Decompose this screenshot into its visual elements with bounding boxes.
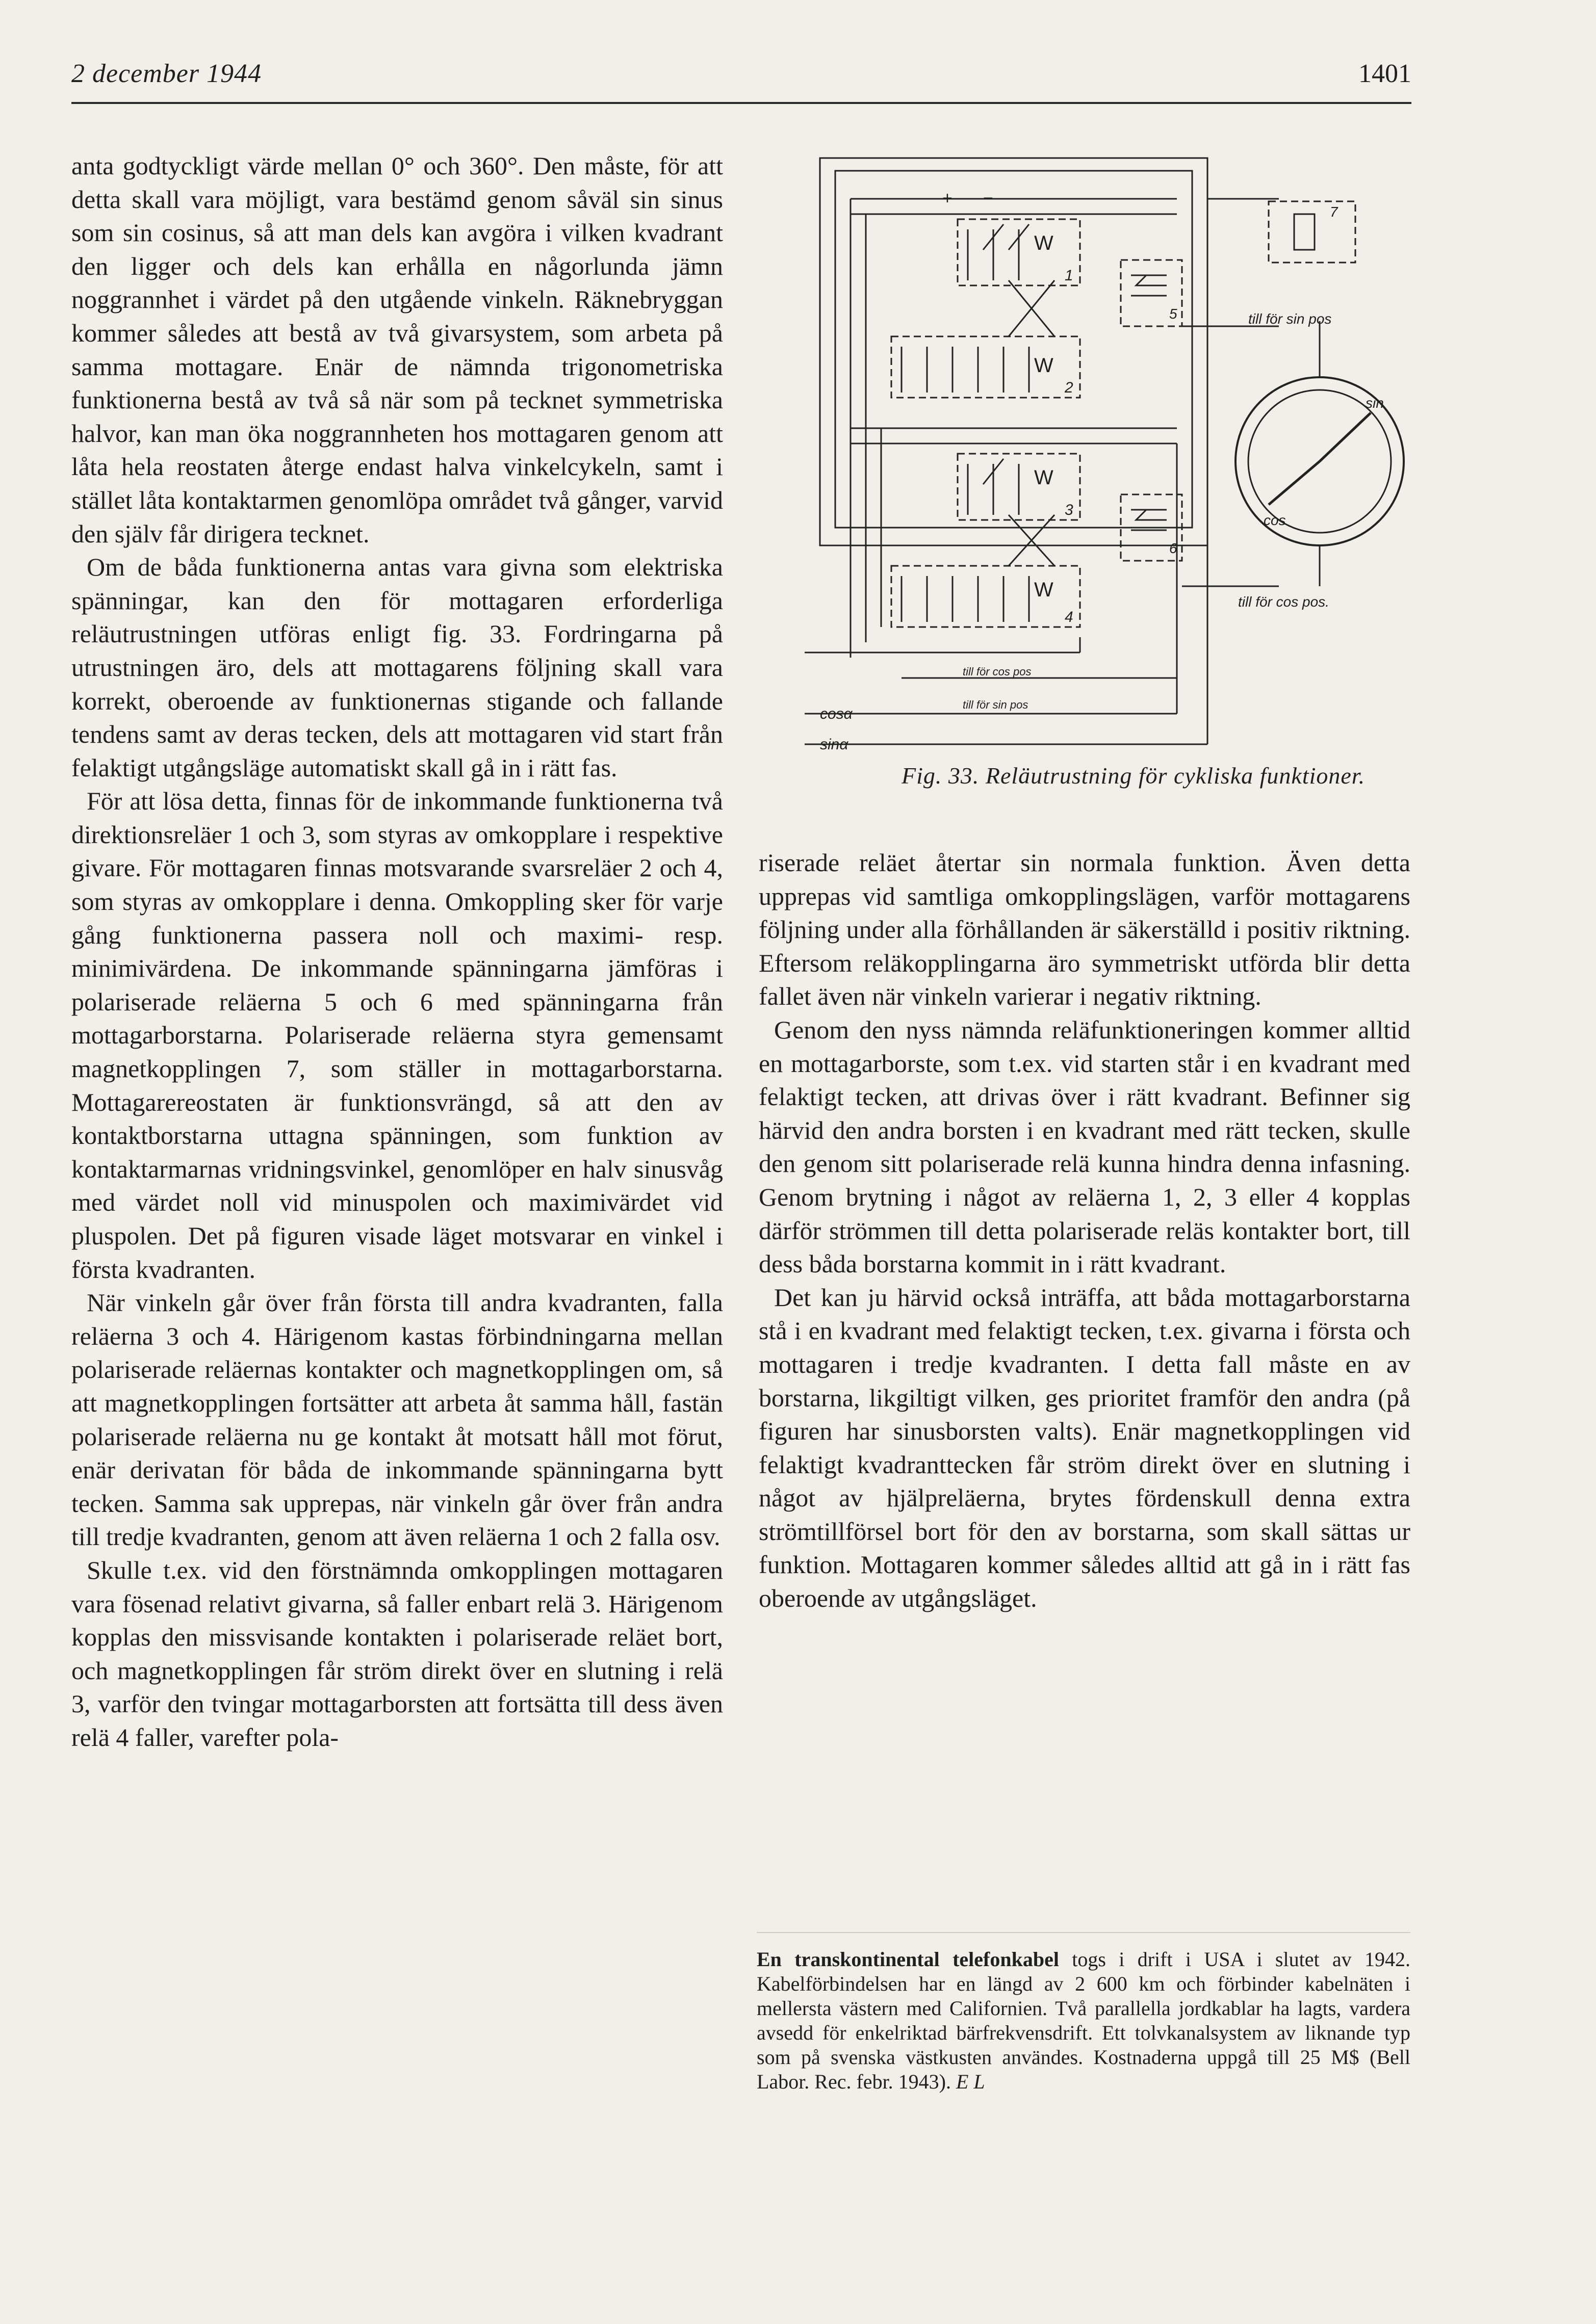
paragraph: riserade reläet återtar sin normala funktion. Även detta upprepas vid samtliga omkopplingslägen, varför mottagarens följning under alla förhållanden är säkerställd i positiv riktning. Eftersom reläkopplingarna äro symmetriskt utförda blir detta fallet även när vinkeln varierar i negativ riktning. <box>759 848 1410 1011</box>
page-number: 1401 <box>1358 59 1411 88</box>
figure-caption: Fig. 33. Reläutrustning för cykliska funktioner. <box>902 763 1366 789</box>
w-label: W <box>1034 354 1053 377</box>
circuit-diagram <box>789 148 1409 760</box>
w-label: W <box>1034 232 1053 254</box>
relay-number: 7 <box>1330 204 1338 220</box>
news-note <box>757 1947 1410 2094</box>
header-rule <box>71 102 1411 104</box>
diagram-frame <box>820 158 1207 545</box>
relay-number: 1 <box>1065 267 1073 284</box>
label-till-cos-pos-small: till för cos pos <box>963 665 1032 678</box>
output-wires <box>1182 326 1279 586</box>
label-till-sin-pos: till för sin pos <box>1248 311 1332 327</box>
relay-circuit-figure <box>789 148 1409 760</box>
paragraph: Genom den nyss nämnda reläfunktioneringen kommer alltid en mottagarborste, som t.ex. vid starten står i en kvadrant med felaktigt tecken, att drivas över i rätt kvadrant. Befinner sig härvid den andra borsten i en kvadrant med rätt tecken, skulle den genom sitt polariserade relä kunna hindra denna infasning. Genom brytning i något av reläerna 1, 2, 3 eller 4 kopplas därför strömmen till detta polariserade reläs kontakter bort, till dess båda borstarna kommit in i rätt kvadrant. <box>759 1015 1410 1278</box>
relay-number: 3 <box>1065 502 1073 518</box>
note-signature: E L <box>956 2070 985 2093</box>
header-date: 2 december 1944 <box>71 59 262 88</box>
relay-number: 6 <box>1169 540 1177 556</box>
paragraph: För att lösa detta, finnas för de inkommande funktionerna två direktionsreläer 1 och 3, som styras av omkopplare i respektive givare. För mottagaren finnas motsvarande svarsreläer 2 och 4, som styras av omkopplare i denna. Omkoppling sker för varje gång funktionerna passera noll och maximi- resp. minimivärdena. De inkommande spänningarna jämföras i polariserade reläerna 5 och 6 med spänningarna från mottagarborstarna. Polariserade reläerna styra gemensamt magnetkopplingen 7, som ställer in mottagarborstarna. Mottagarereostaten är funktionsvrängd, så att den av kontaktborstarna uttagna spänningen, som funktion av kontaktarmarnas vridningsvinkel, genomlöper en halv sinusvåg med värdet noll vid minuspolen och maximivärdet vid pluspolen. Det på figuren visade läget motsvarar en vinkel i första kvadranten. <box>71 787 723 1284</box>
paragraph: Skulle t.ex. vid den förstnämnda omkopplingen mottagaren vara fösenad relativt givarna, så faller enbart relä 3. Härigenom kopplas den missvisande kontakten i polariserade reläet bort, och magnetkopplingen får ström direkt över en slutning i relä 3, varför den tvingar mottagarborsten att fortsätta till dess även relä 4 faller, varefter pola- <box>71 1555 723 1752</box>
paragraph: Om de båda funktionerna antas vara givna som elektriska spänningar, kan den för mottagaren erforderliga reläutrustningen utföras enligt fig. 33. Fordringarna på utrustningen äro, dels att mottagarens följning skall vara korrekt, oberoende av funktionernas stigande och fallande tendens samt av deras tecken, dels att mottagaren vid start från felaktigt utgångsläge automatiskt skall gå in i rätt fas. <box>71 553 723 782</box>
right-column <box>759 846 1410 1615</box>
relay-contacts-1 <box>968 224 1029 280</box>
relay-contacts-2 <box>902 347 1029 393</box>
note-title: En transkontinental telefonkabel <box>757 1948 1059 1971</box>
paragraph: anta godtyckligt värde mellan 0° och 360°. Den måste, för att detta skall vara möjligt, vara bestämd genom såväl sin sinus som sin cosinus, så att man dels kan avgöra i vilken kvadrant den ligger och dels kan erhålla en någorlunda jämn noggrannhet i värdet på den utgående vinkeln. Räknebryggan kommer således att bestå av två givarsystem, som arbeta på samma mottagare. Enär de nämnda trigonometriska funktionerna bestå av två så när som på tecknet symmetriska halvor, kan man öka noggrannheten hos mottagaren genom att låta hela reostaten återge endast halva vinkelcykeln, samt i stället låta kontaktarmen genomlöpa området två gånger, varvid den själv får dirigera tecknet. <box>71 151 723 548</box>
paragraph: När vinkeln går över från första till andra kvadranten, falla reläerna 3 och 4. Härigenom kastas förbindningarna mellan polariserade reläernas kontakter och magnetkopplingen om, så att magnetkopplingen fortsätter att arbeta åt samma håll, fastän polariserade reläerna nu ge kontakt åt motsatt håll mot förut, enär derivatan för båda de inkommande spänningarna bytt tecken. Samma sak upprepas, när vinkeln går över från andra till tredje kvadranten, genom att även reläerna 1 och 2 falla osv. <box>71 1288 723 1551</box>
label-till-cos-pos: till för cos pos. <box>1238 594 1329 610</box>
diagram-frame-inner <box>835 171 1192 528</box>
relay-5-symbol <box>1131 275 1167 296</box>
magnet-coupling-7 <box>1269 201 1355 263</box>
label-till-sin-pos-small: till för sin pos <box>963 698 1028 711</box>
minus-label: − <box>983 189 993 208</box>
relay-number: 5 <box>1169 306 1177 322</box>
label-cos: cos <box>1264 512 1286 528</box>
plus-label: + <box>942 189 953 208</box>
coupling-core <box>1294 214 1315 250</box>
relay-number: 2 <box>1065 379 1073 396</box>
label-cosa: cosα <box>820 706 853 722</box>
paragraph: Det kan ju härvid också inträffa, att båda mottagarborstarna stå i en kvadrant med felaktigt tecken, t.ex. givarna i första och mottagaren i tredje kvadranten. I detta fall måste en av borstarna, likgiltigt vilken, ges prioritet framför den andra (på figuren har sinusborsten valts). Enär magnetkopplingen vid felaktigt kvadranttecken får ström direkt över en slutning i något av hjälpreläerna, brytes fördenskull denna extra strömtillförsel bort för den av borstarna, som skall sättas ur funktion. Mottagaren kommer således alltid att gå in i rätt fas oberoende av utgångsläget. <box>759 1283 1410 1613</box>
note-body: togs i drift i USA i slutet av 1942. Kabelförbindelsen har en längd av 2 600 km och förbinder kabelnäten i mellersta västern med Californien. Två parallella jordkablar ha lagts, vardera avsedd för enkelriktad bärfrekvensdrift. Ett tolvkanalsystem av liknande typ som på svenska västkusten användes. Kostnaderna uppgå till 25 M$ (Bell Labor. Rec. febr. 1943). <box>757 1948 1410 2093</box>
label-sina: sinα <box>820 736 848 753</box>
label-sin: sin <box>1366 395 1384 411</box>
relay-contacts-4 <box>902 576 1029 622</box>
cross-wires <box>1009 280 1054 566</box>
w-label: W <box>1034 579 1053 601</box>
w-label: W <box>1034 466 1053 489</box>
relay-contacts-3 <box>968 459 1019 515</box>
sin-brush <box>1320 413 1371 461</box>
cos-brush <box>1269 461 1320 505</box>
bus-wires <box>851 199 1177 443</box>
note-rule <box>757 1932 1410 1933</box>
relay-number: 4 <box>1065 609 1073 625</box>
left-column <box>71 149 723 1755</box>
